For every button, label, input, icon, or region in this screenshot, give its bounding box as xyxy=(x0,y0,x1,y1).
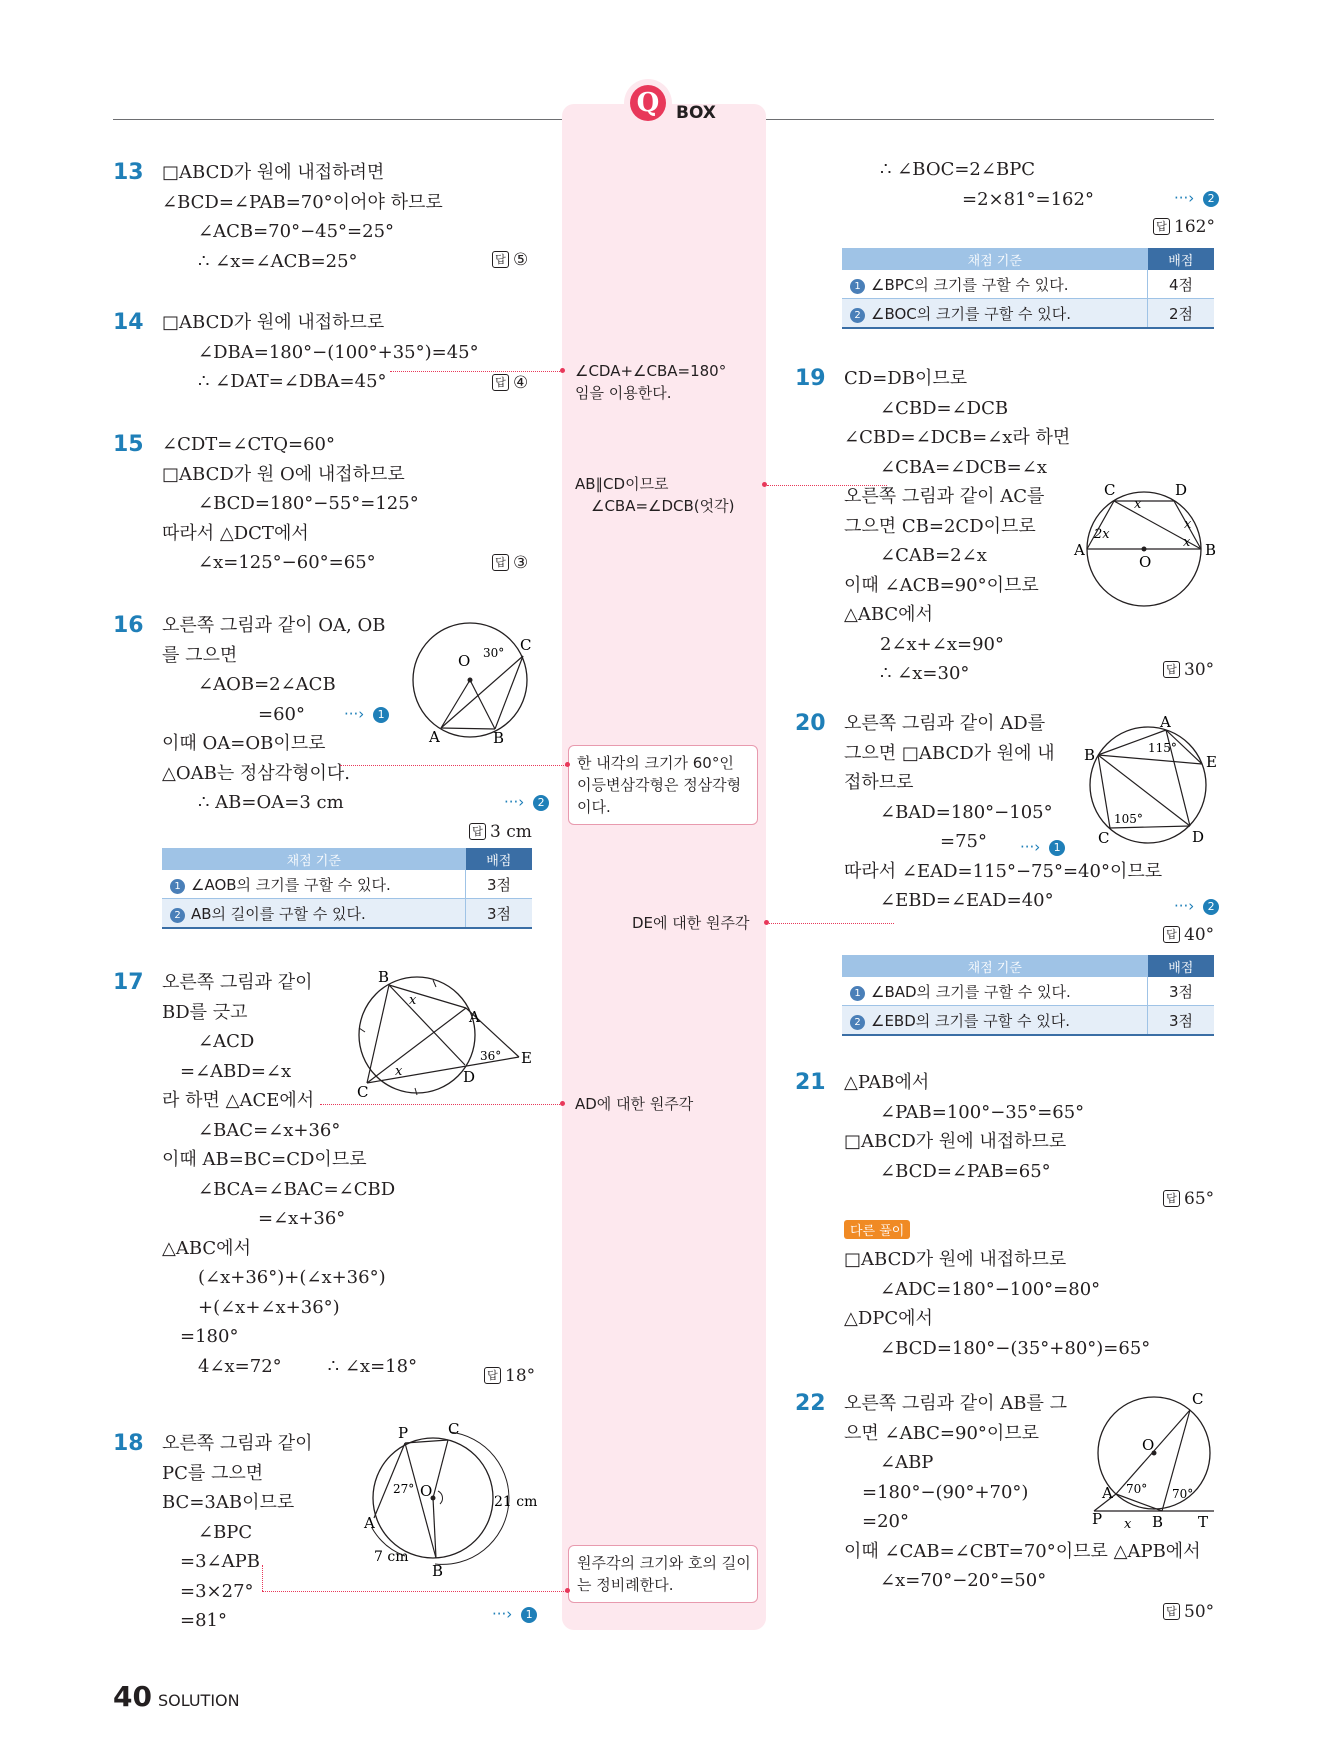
note-line: 임을 이용한다. xyxy=(575,384,672,402)
fig16-label-o: O xyxy=(458,652,471,670)
fig18-len2: 7 cm xyxy=(374,1549,409,1565)
fig18-len1: 21 cm xyxy=(494,1494,538,1510)
fig16-label-b: B xyxy=(493,729,505,744)
grading-row xyxy=(842,977,1148,1006)
problem-22-line: ∠ABP xyxy=(880,1452,934,1473)
grading-table-16 xyxy=(162,848,532,929)
problem-13-line: ∠BCD=∠PAB=70°이어야 하므로 xyxy=(162,191,443,213)
answer-mark-icon: 답 xyxy=(484,1367,501,1384)
problem-15-line: ∠BCD=180°−55°=125° xyxy=(198,493,419,514)
problem-19-line: 오른쪽 그림과 같이 AC를 xyxy=(844,486,1045,507)
fig19-x3: x xyxy=(1183,535,1191,550)
fig20-label-d: D xyxy=(1192,828,1205,846)
fig19-label-a: A xyxy=(1074,541,1085,559)
fig22-label-o: O xyxy=(1142,1436,1155,1454)
problem-18-number: 18 xyxy=(113,1431,144,1456)
footer-label: SOLUTION xyxy=(157,1691,240,1710)
step-number: 2 xyxy=(1203,899,1219,915)
fig22-label-b: B xyxy=(1152,1513,1164,1530)
problem-21-number: 21 xyxy=(795,1070,826,1095)
problem-21-alt-line: △DPC에서 xyxy=(844,1308,933,1329)
problem-19-line: 그으면 CB=2CD이므로 xyxy=(844,515,1036,537)
note-line: ∠CBA=∠DCB(엇각) xyxy=(591,497,735,515)
fig17-label-b: B xyxy=(378,970,390,986)
answer-value: ③ xyxy=(513,553,529,573)
criteria-points: 3점 xyxy=(466,899,533,929)
problem-18-line: =81° xyxy=(180,1610,227,1631)
fig16-label-a: A xyxy=(429,728,440,744)
problem-17-line: 라 하면 △ACE에서 xyxy=(162,1090,315,1111)
problem-22-line: 오른쪽 그림과 같이 AB를 그 xyxy=(844,1393,1067,1414)
figure-22-circle xyxy=(1092,1390,1222,1530)
problem-21-body xyxy=(844,1068,1084,1186)
fig19-2x: 2x xyxy=(1094,527,1110,542)
fig17-x1: x xyxy=(409,993,417,1008)
problem-16-line: ∠AOB=2∠ACB xyxy=(198,674,336,695)
q-logo-icon: Q xyxy=(630,85,666,121)
problem-18-body xyxy=(162,1429,313,1636)
fig18-label-a: A xyxy=(364,1514,375,1532)
problem-15-number: 15 xyxy=(113,432,144,457)
fig20-angle-1: 115° xyxy=(1148,741,1177,755)
grading-row xyxy=(162,899,466,929)
problem-15-answer xyxy=(492,553,528,573)
fig17-label-a: A xyxy=(469,1008,480,1026)
note-line: AB∥CD이므로 xyxy=(575,475,669,493)
note-line: 이다. xyxy=(577,798,611,816)
fig22-label-t: T xyxy=(1198,1513,1209,1530)
problem-19-line: 이때 ∠ACB=90°이므로 xyxy=(844,574,1039,596)
answer-value: 18° xyxy=(505,1366,536,1386)
fig18-label-c: C xyxy=(448,1420,460,1438)
problem-13-line: □ABCD가 원에 내접하려면 xyxy=(162,162,385,183)
fig17-label-e: E xyxy=(521,1049,532,1067)
answer-mark-icon: 답 xyxy=(492,554,509,571)
step-marker-2: ···› 2 xyxy=(504,793,549,811)
answer-value: ④ xyxy=(513,373,529,393)
fig22-angle-2: 70° xyxy=(1172,1487,1194,1501)
problem-17-answer xyxy=(484,1366,535,1386)
criteria-text: ∠BPC의 크기를 구할 수 있다. xyxy=(871,275,1069,294)
problem-13-number: 13 xyxy=(113,160,144,185)
problem-15-line: ∠x=125°−60°=65° xyxy=(198,552,376,573)
problem-16-number: 16 xyxy=(113,613,144,638)
problem-14-line: ∠DBA=180°−(100°+35°)=45° xyxy=(198,341,479,363)
fig22-label-c: C xyxy=(1192,1390,1204,1408)
leader-line xyxy=(320,1104,560,1105)
answer-mark-icon: 답 xyxy=(1163,926,1180,943)
answer-value: 65° xyxy=(1184,1189,1215,1209)
problem-20-number: 20 xyxy=(795,711,826,736)
step-number: 2 xyxy=(1203,191,1219,207)
problem-22-line: 으면 ∠ABC=90°이므로 xyxy=(844,1422,1040,1444)
problem-20-line: 따라서 ∠EAD=115°−75°=40°이므로 xyxy=(844,860,1163,882)
answer-value: 30° xyxy=(1184,660,1215,680)
problem-16-line: 오른쪽 그림과 같이 OA, OB xyxy=(162,615,386,636)
problem-17-line: =∠ABD=∠x xyxy=(180,1060,292,1082)
fig18-label-o: O xyxy=(420,1482,433,1500)
problem-18-line: =2×81°=162° xyxy=(962,188,1094,210)
note-line: ∠CDA+∠CBA=180° xyxy=(575,362,727,380)
fig22-label-a: A xyxy=(1102,1484,1113,1502)
leader-line xyxy=(769,923,894,924)
criteria-text: ∠AOB의 크기를 구할 수 있다. xyxy=(191,875,391,894)
note-17: AD에 대한 원주각 xyxy=(575,1095,694,1113)
fig19-x1: x xyxy=(1134,497,1142,512)
problem-16-answer xyxy=(469,822,532,842)
criteria-points: 3점 xyxy=(1148,977,1215,1006)
problem-20-line: ∠BAD=180°−105° xyxy=(880,801,1053,823)
grading-header-criteria: 채점 기준 xyxy=(842,955,1148,977)
answer-mark-icon: 답 xyxy=(1163,661,1180,678)
grading-table-18 xyxy=(842,248,1214,329)
grading-row xyxy=(162,870,466,899)
problem-15-line: 따라서 △DCT에서 xyxy=(162,522,309,544)
fig20-label-c: C xyxy=(1098,829,1110,847)
grading-header-criteria: 채점 기준 xyxy=(842,248,1148,270)
criteria-text: ∠BAD의 크기를 구할 수 있다. xyxy=(871,982,1071,1001)
step-number: 1 xyxy=(1049,840,1065,856)
note-line: 원주각의 크기와 호의 길이 xyxy=(577,1554,751,1572)
fig18-label-b: B xyxy=(432,1562,444,1580)
problem-20-line: ∠EBD=∠EAD=40° xyxy=(880,890,1054,911)
problem-17-line: ∠ACD xyxy=(198,1031,255,1052)
answer-mark-icon: 답 xyxy=(492,251,509,268)
step-marker-1: ···› 1 xyxy=(1020,838,1065,856)
answer-value: 3 cm xyxy=(490,822,532,842)
leader-dot xyxy=(560,1101,565,1106)
problem-14-number: 14 xyxy=(113,310,144,335)
problem-17-line: ∠BCA=∠BAC=∠CBD xyxy=(198,1178,396,1200)
problem-17-line: ∴ ∠x=18° xyxy=(327,1355,418,1377)
problem-15-line: ∠CDT=∠CTQ=60° xyxy=(162,434,335,455)
note-line: 한 내각의 크기가 60°인 xyxy=(577,754,734,772)
problem-21-line: □ABCD가 원에 내접하므로 xyxy=(844,1131,1067,1152)
fig17-angle: 36° xyxy=(480,1049,502,1063)
answer-mark-icon: 답 xyxy=(1163,1190,1180,1207)
criteria-number: 2 xyxy=(850,308,865,323)
problem-16-line: ∴ AB=OA=3 cm xyxy=(198,792,344,813)
problem-16-line: 이때 OA=OB이므로 xyxy=(162,733,326,754)
problem-22-number: 22 xyxy=(795,1391,826,1416)
note-20: DE에 대한 원주각 xyxy=(632,914,750,932)
problem-18-line: =3×27° xyxy=(180,1580,254,1602)
problem-20-line: 접하므로 xyxy=(844,772,914,793)
problem-18-line: 오른쪽 그림과 같이 xyxy=(162,1433,313,1454)
alternate-solution-tag xyxy=(844,1220,910,1239)
fig17-x2: x xyxy=(395,1064,403,1079)
grading-header-points: 배점 xyxy=(1148,248,1215,270)
grading-header-criteria: 채점 기준 xyxy=(162,848,466,870)
problem-21-alternate-body xyxy=(844,1245,1150,1363)
leader-line xyxy=(390,371,560,372)
answer-mark-icon: 답 xyxy=(492,374,509,391)
problem-17-line: =∠x+36° xyxy=(258,1208,346,1229)
problem-21-line: △PAB에서 xyxy=(844,1072,930,1093)
fig20-angle-2: 105° xyxy=(1114,812,1143,826)
q-box-column xyxy=(562,104,766,1630)
problem-17-line: 오른쪽 그림과 같이 xyxy=(162,972,313,993)
answer-value: 40° xyxy=(1184,925,1215,945)
step-number: 2 xyxy=(533,795,549,811)
fig18-angle: 27° xyxy=(393,1482,415,1496)
problem-14-line: ∴ ∠DAT=∠DBA=45° xyxy=(198,371,387,392)
problem-21-answer xyxy=(1163,1189,1214,1209)
answer-mark-icon: 답 xyxy=(1163,1603,1180,1620)
figure-18-circle xyxy=(360,1418,540,1584)
criteria-number: 1 xyxy=(170,879,185,894)
answer-value: ⑤ xyxy=(513,250,529,270)
answer-mark-icon: 답 xyxy=(1153,218,1170,235)
note-15 xyxy=(575,473,735,517)
problem-17-line: +(∠x+∠x+36°) xyxy=(198,1296,340,1318)
problem-17-number: 17 xyxy=(113,970,144,995)
problem-14-answer xyxy=(492,373,528,393)
problem-19-line: ∠CBD=∠DCB xyxy=(880,397,1009,419)
problem-18-continued xyxy=(880,155,1094,214)
problem-13-answer xyxy=(492,250,528,270)
step-marker-1: ···› 1 xyxy=(344,705,389,723)
problem-16-line: △OAB는 정삼각형이다. xyxy=(162,762,350,784)
grading-table-20 xyxy=(842,955,1214,1036)
problem-18-line: PC를 그으면 xyxy=(162,1462,264,1484)
problem-21-alt-line: ∠BCD=180°−(35°+80°)=65° xyxy=(880,1337,1151,1359)
fig20-label-b: B xyxy=(1084,746,1096,764)
criteria-number: 2 xyxy=(850,1015,865,1030)
problem-17-line: (∠x+36°)+(∠x+36°) xyxy=(198,1267,386,1288)
problem-21-line: ∠PAB=100°−35°=65° xyxy=(880,1101,1085,1123)
criteria-number: 2 xyxy=(170,908,185,923)
problem-14-line: □ABCD가 원에 내접하므로 xyxy=(162,312,385,333)
fig22-angle-1: 70° xyxy=(1126,1482,1148,1496)
problem-18-line: ∴ ∠BOC=2∠BPC xyxy=(880,159,1036,180)
fig17-label-d: D xyxy=(463,1068,476,1086)
fig22-x: x xyxy=(1124,1517,1132,1530)
problem-14-body xyxy=(162,308,479,397)
problem-19-line: ∠CBD=∠DCB=∠x라 하면 xyxy=(844,427,1071,448)
page-number: 40 xyxy=(113,1680,152,1713)
grading-row xyxy=(842,270,1148,299)
problem-15-body xyxy=(162,430,419,578)
problem-17-line: 이때 AB=BC=CD이므로 xyxy=(162,1149,367,1170)
problem-19-line: ∠CBA=∠DCB=∠x xyxy=(880,456,1047,478)
problem-19-line: CD=DB이므로 xyxy=(844,368,968,389)
problem-19-line: △ABC에서 xyxy=(844,604,933,625)
problem-18-answer xyxy=(1153,217,1215,237)
criteria-number: 1 xyxy=(850,986,865,1001)
fig20-label-e: E xyxy=(1206,753,1217,771)
fig19-label-b: B xyxy=(1205,541,1217,559)
note-line: 이등변삼각형은 정삼각형 xyxy=(577,776,742,794)
step-number: 1 xyxy=(373,707,389,723)
problem-19-line: ∠CAB=2∠x xyxy=(880,545,987,566)
criteria-text: ∠BOC의 크기를 구할 수 있다. xyxy=(871,304,1072,323)
criteria-points: 2점 xyxy=(1148,299,1215,329)
page-footer xyxy=(113,1680,240,1713)
leader-dot xyxy=(560,368,565,373)
problem-21-line: ∠BCD=∠PAB=65° xyxy=(880,1160,1051,1182)
leader-line xyxy=(340,765,566,766)
problem-17-line: ∠BAC=∠x+36° xyxy=(198,1119,341,1141)
criteria-points: 4점 xyxy=(1148,270,1215,299)
fig19-label-d: D xyxy=(1175,481,1188,499)
problem-18-line: =3∠APB xyxy=(180,1551,260,1572)
problem-13-line: ∠ACB=70°−45°=25° xyxy=(198,221,395,242)
criteria-number: 1 xyxy=(850,279,865,294)
fig20-label-a: A xyxy=(1160,715,1171,731)
problem-22-line: 이때 ∠CAB=∠CBT=70°이므로 △APB에서 xyxy=(844,1540,1201,1562)
problem-16-line: 를 그으면 xyxy=(162,644,238,666)
step-marker-2: ···› 2 xyxy=(1174,189,1219,207)
problem-17-line: BD를 긋고 xyxy=(162,1001,248,1023)
problem-20-line: 오른쪽 그림과 같이 AD를 xyxy=(844,713,1046,734)
figure-20-circle xyxy=(1078,715,1223,850)
problem-19-line: 2∠x+∠x=90° xyxy=(880,633,1004,655)
problem-21-alt-line: □ABCD가 원에 내접하므로 xyxy=(844,1249,1067,1270)
problem-22-line: ∠x=70°−20°=50° xyxy=(880,1570,1047,1591)
problem-20-line: 그으면 □ABCD가 원에 내 xyxy=(844,742,1055,764)
leader-line xyxy=(262,1565,263,1591)
fig19-label-o: O xyxy=(1139,553,1152,571)
problem-20-answer xyxy=(1163,925,1214,945)
step-number: 1 xyxy=(521,1607,537,1623)
problem-17-line: 4∠x=72° xyxy=(198,1355,282,1377)
figure-17-circle xyxy=(345,970,535,1100)
fig18-label-p: P xyxy=(398,1424,409,1442)
problem-17-line: △ABC에서 xyxy=(162,1237,251,1259)
grading-header-points: 배점 xyxy=(466,848,533,870)
problem-18-line: ∠BPC xyxy=(198,1521,253,1543)
figure-19-circle xyxy=(1072,480,1222,608)
answer-mark-icon: 답 xyxy=(469,823,486,840)
criteria-text: ∠EBD의 크기를 구할 수 있다. xyxy=(871,1011,1071,1030)
fig19-label-c: C xyxy=(1104,481,1116,499)
answer-value: 162° xyxy=(1174,217,1215,237)
q-box-label: BOX xyxy=(676,103,716,123)
problem-13-line: ∴ ∠x=∠ACB=25° xyxy=(198,250,358,272)
criteria-points: 3점 xyxy=(1148,1006,1215,1036)
problem-17-line: =180° xyxy=(180,1326,239,1347)
alternate-solution-label: 다른 풀이 xyxy=(844,1220,910,1239)
note-line: 는 정비례한다. xyxy=(577,1576,674,1594)
step-marker-1: ···› 1 xyxy=(492,1605,537,1623)
fig16-label-c: C xyxy=(520,636,532,654)
leader-line xyxy=(262,1591,566,1592)
grading-header-points: 배점 xyxy=(1148,955,1215,977)
problem-18-line: BC=3AB이므로 xyxy=(162,1492,295,1513)
criteria-text: AB의 길이를 구할 수 있다. xyxy=(191,904,366,923)
note-16 xyxy=(568,745,758,825)
grading-row xyxy=(842,1006,1148,1036)
figure-16-circle xyxy=(405,612,537,744)
problem-22-line: =20° xyxy=(862,1511,909,1532)
problem-22-answer xyxy=(1163,1602,1214,1622)
note-18 xyxy=(568,1545,758,1603)
problem-19-line: ∴ ∠x=30° xyxy=(880,663,970,684)
problem-19-answer xyxy=(1163,660,1214,680)
fig17-label-c: C xyxy=(357,1083,369,1100)
step-marker-2: ···› 2 xyxy=(1174,897,1219,915)
fig22-label-p: P xyxy=(1092,1510,1103,1528)
answer-value: 50° xyxy=(1184,1602,1215,1622)
problem-22-line: =180°−(90°+70°) xyxy=(862,1481,1029,1503)
problem-19-body xyxy=(844,364,1070,689)
problem-19-number: 19 xyxy=(795,366,826,391)
grading-row xyxy=(842,299,1148,329)
problem-15-line: □ABCD가 원 O에 내접하므로 xyxy=(162,463,405,485)
fig19-x2: x xyxy=(1184,517,1192,532)
problem-21-alt-line: ∠ADC=180°−100°=80° xyxy=(880,1278,1101,1300)
criteria-points: 3점 xyxy=(466,870,533,899)
problem-20-line: =75° xyxy=(940,831,987,852)
fig16-angle: 30° xyxy=(483,646,505,660)
problem-16-line: =60° xyxy=(258,703,305,725)
problem-13-body xyxy=(162,158,443,276)
note-14 xyxy=(575,360,726,404)
